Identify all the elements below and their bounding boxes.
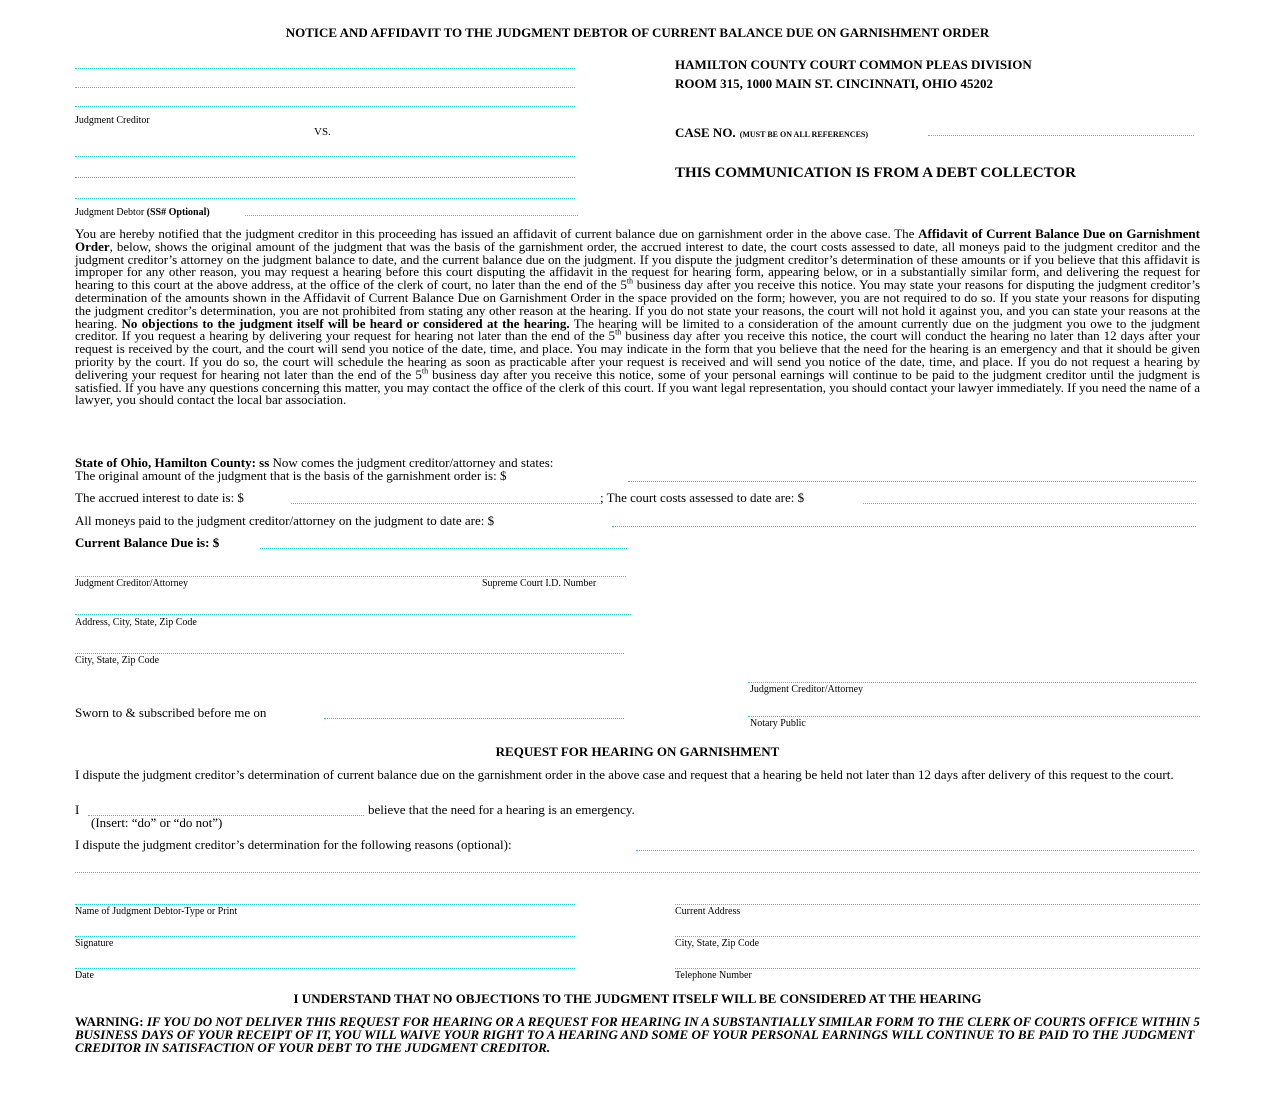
sworn-date-field[interactable] — [324, 718, 624, 719]
city-label: City, State, Zip Code — [75, 655, 160, 666]
current-balance-label: Current Balance Due is: $ — [75, 535, 220, 550]
current-address-field[interactable] — [675, 904, 1200, 905]
ss-number-field[interactable] — [245, 215, 578, 216]
notice-text-6: business day after you receive this notice, some of your personal earnings will continue to be paid to the judgment creditor until the judgment is satisfied. If you have any questions concerning this matter, you may contact the office of the clerk of this court. If you want legal representation, you should contact your lawyer immediately. If you need the name of a lawyer, you should contact the local bar association. — [75, 366, 1200, 408]
creditor-attorney-field[interactable] — [75, 576, 626, 577]
notice-sup-2: th — [615, 328, 622, 338]
court-costs-field[interactable] — [863, 503, 1196, 504]
judgment-creditor-label: Judgment Creditor — [75, 115, 150, 126]
telephone-field[interactable] — [675, 968, 1200, 969]
creditor-line-2[interactable] — [75, 87, 575, 88]
moneys-paid-label: All moneys paid to the judgment creditor/attorney on the judgment to date are: $ — [75, 513, 495, 528]
warning-text: IF YOU DO NOT DELIVER THIS REQUEST FOR HEARING OR A REQUEST FOR HEARING IN A SUBSTANTIALLY SIMILAR FORM TO THE CLERK OF COURTS OFFICE WITHIN 5 BUSINESS DAYS OF YOUR RECEIPT OF IT, YOU WILL WAIVE YOUR RIGHT TO A HEARING AND SOME OF YOUR PERSONAL EARNINGS WILL CONTINUE TO BE PAID TO THE JUDGMENT CREDITOR IN SATISFACTION OF YOUR DEBT TO THE JUDGMENT CREDITOR. — [75, 1014, 1200, 1055]
accrued-interest-field[interactable] — [291, 503, 600, 504]
case-no-label: CASE NO. — [675, 125, 736, 140]
understand-statement: I UNDERSTAND THAT NO OBJECTIONS TO THE JUDGMENT ITSELF WILL BE CONSIDERED AT THE HEARING — [293, 991, 982, 1006]
creditor-line-3[interactable] — [75, 106, 575, 107]
original-amount-label: The original amount of the judgment that is the basis of the garnishment order is: $ — [75, 468, 507, 483]
moneys-paid-field[interactable] — [612, 526, 1196, 527]
judgment-debtor-text: Judgment Debtor — [75, 207, 145, 218]
date-label: Date — [75, 970, 94, 981]
current-balance-field[interactable] — [260, 548, 627, 549]
emergency-text: believe that the need for a hearing is an emergency. — [368, 802, 635, 817]
notice-text-3: business day after you receive this notice. You may state your reasons for disputing the judgment creditor’s determination of the amounts shown in the Affidavit of Current Balance Due on Garnishment Order in the space provided on the form; however, you are not required to do so. If you state your reasons for disputing the judgment creditor’s determination, you are not prohibited from stating any other reason at the hearing. If you do not state your reasons, the court will not hold it against you, and you can state your reasons at the hearing. — [75, 277, 1200, 331]
address-label: Address, City, State, Zip Code — [75, 617, 197, 628]
city-field[interactable] — [75, 653, 624, 654]
notary-signature-field[interactable] — [748, 716, 1200, 717]
debtor-line-2[interactable] — [75, 177, 575, 178]
affidavit-intro: Now comes the judgment creditor/attorney and states: — [269, 455, 554, 470]
notice-sup-1: th — [626, 276, 634, 286]
debtor-line-3[interactable] — [75, 198, 575, 199]
notary-public-label: Notary Public — [750, 718, 806, 729]
debt-collector-notice: THIS COMMUNICATION IS FROM A DEBT COLLECTOR — [675, 165, 1076, 181]
notice-bold-1: Affidavit of Current Balance Due on Garnishment Order — [75, 226, 1200, 254]
notice-text-5: business day after you receive this notice, the court will conduct the hearing no later than 12 days after your request is received by the court, and the court will send you notice of the date, time, and place. You may indicate in the form that you believe that the need for the hearing is an emergency and that it should be given priority by the court. If you do so, the court will schedule the hearing as soon as practicable after your request is received and will send you notice of the date, time, and place. If you do not request a hearing by delivering your request for hearing not later than the end of the 5 — [75, 328, 1200, 382]
request-dispute-text: I dispute the judgment creditor’s determination of current balance due on the garnishment order in the above case and request that a hearing be held not later than 12 days after delivery of this request to the court. — [75, 767, 1174, 782]
insert-hint: (Insert: “do” or “do not”) — [91, 815, 223, 830]
debtor-city-field[interactable] — [675, 936, 1200, 937]
reasons-field-2[interactable] — [75, 872, 1200, 873]
supreme-court-id-label: Supreme Court I.D. Number — [482, 578, 597, 589]
telephone-label: Telephone Number — [675, 970, 752, 981]
creditor-attorney-label: Judgment Creditor/Attorney — [75, 578, 189, 589]
sworn-label: Sworn to & subscribed before me on — [75, 705, 267, 720]
judgment-debtor-label — [75, 207, 210, 218]
debtor-name-field[interactable] — [75, 904, 575, 905]
versus-label: VS. — [314, 126, 331, 138]
warning-paragraph — [75, 1015, 1200, 1054]
court-address: ROOM 315, 1000 MAIN ST. CINCINNATI, OHIO 45202 — [675, 76, 994, 91]
debtor-city-label: City, State, Zip Code — [675, 938, 760, 949]
accrued-interest-label: The accrued interest to date is: $ — [75, 490, 244, 505]
request-title: REQUEST FOR HEARING ON GARNISHMENT — [495, 744, 780, 759]
court-costs-label: ; The court costs assessed to date are: $ — [600, 490, 805, 505]
date-field[interactable] — [75, 968, 575, 969]
court-name: HAMILTON COUNTY COURT COMMON PLEAS DIVISION — [675, 57, 1032, 72]
creditor-signature-field[interactable] — [748, 682, 1196, 683]
notice-text-1: You are hereby notified that the judgment creditor in this proceeding has issued an affidavit of current balance due on garnishment order in the above case. The — [75, 226, 919, 241]
notice-text-4: The hearing will be limited to a consideration of the amount currently due on the judgment you owe to the judgment creditor. If you request a hearing by delivering your request for hearing not later than the end of the 5 — [75, 315, 1200, 344]
reasons-label: I dispute the judgment creditor’s determination for the following reasons (optional): — [75, 837, 512, 852]
notice-bold-2: No objections to the judgment itself will be heard or considered at the hearing. — [121, 315, 570, 331]
signature-field[interactable] — [75, 936, 575, 937]
case-number-field[interactable] — [928, 135, 1194, 136]
debtor-line-1[interactable] — [75, 156, 575, 157]
warning-label: WARNING: — [75, 1014, 144, 1029]
ss-optional-text: (SS# Optional) — [146, 207, 210, 218]
original-amount-field[interactable] — [628, 481, 1196, 482]
notice-text-2: , below, shows the original amount of the judgment that was the basis of the garnishment order, the accrued interest to date, the court costs assessed to date, all moneys paid to the judgment creditor and the judgment creditor’s attorney on the judgment balance to date, and the current balance due on the judgment. If you dispute the judgment creditor’s determination of these amounts or if you believe that this affidavit is improper for any other reason, you may request a hearing before this court disputing the affidavit in the request for hearing form, appearing below, or in a substantially similar form, and delivering the request for hearing to this court at the above address, at the office of the clerk of court, no later than the end of the 5 — [75, 238, 1200, 293]
request-i-label: I — [75, 802, 80, 817]
notice-paragraph — [75, 228, 1200, 407]
state-county-label: State of Ohio, Hamilton County: ss — [75, 455, 270, 470]
case-number — [675, 124, 868, 142]
address-field[interactable] — [75, 614, 631, 615]
document-title: NOTICE AND AFFIDAVIT TO THE JUDGMENT DEBTOR OF CURRENT BALANCE DUE ON GARNISHMENT ORDER — [285, 25, 990, 40]
debtor-name-label: Name of Judgment Debtor-Type or Print — [75, 906, 238, 917]
signature-label: Signature — [75, 938, 114, 949]
creditor-line-1[interactable] — [75, 68, 575, 69]
notice-sup-3: th — [421, 366, 429, 376]
creditor-signature-label: Judgment Creditor/Attorney — [750, 684, 864, 695]
current-address-label: Current Address — [675, 906, 741, 917]
case-no-note: (MUST BE ON ALL REFERENCES) — [739, 130, 869, 139]
reasons-field-1[interactable] — [636, 850, 1194, 851]
